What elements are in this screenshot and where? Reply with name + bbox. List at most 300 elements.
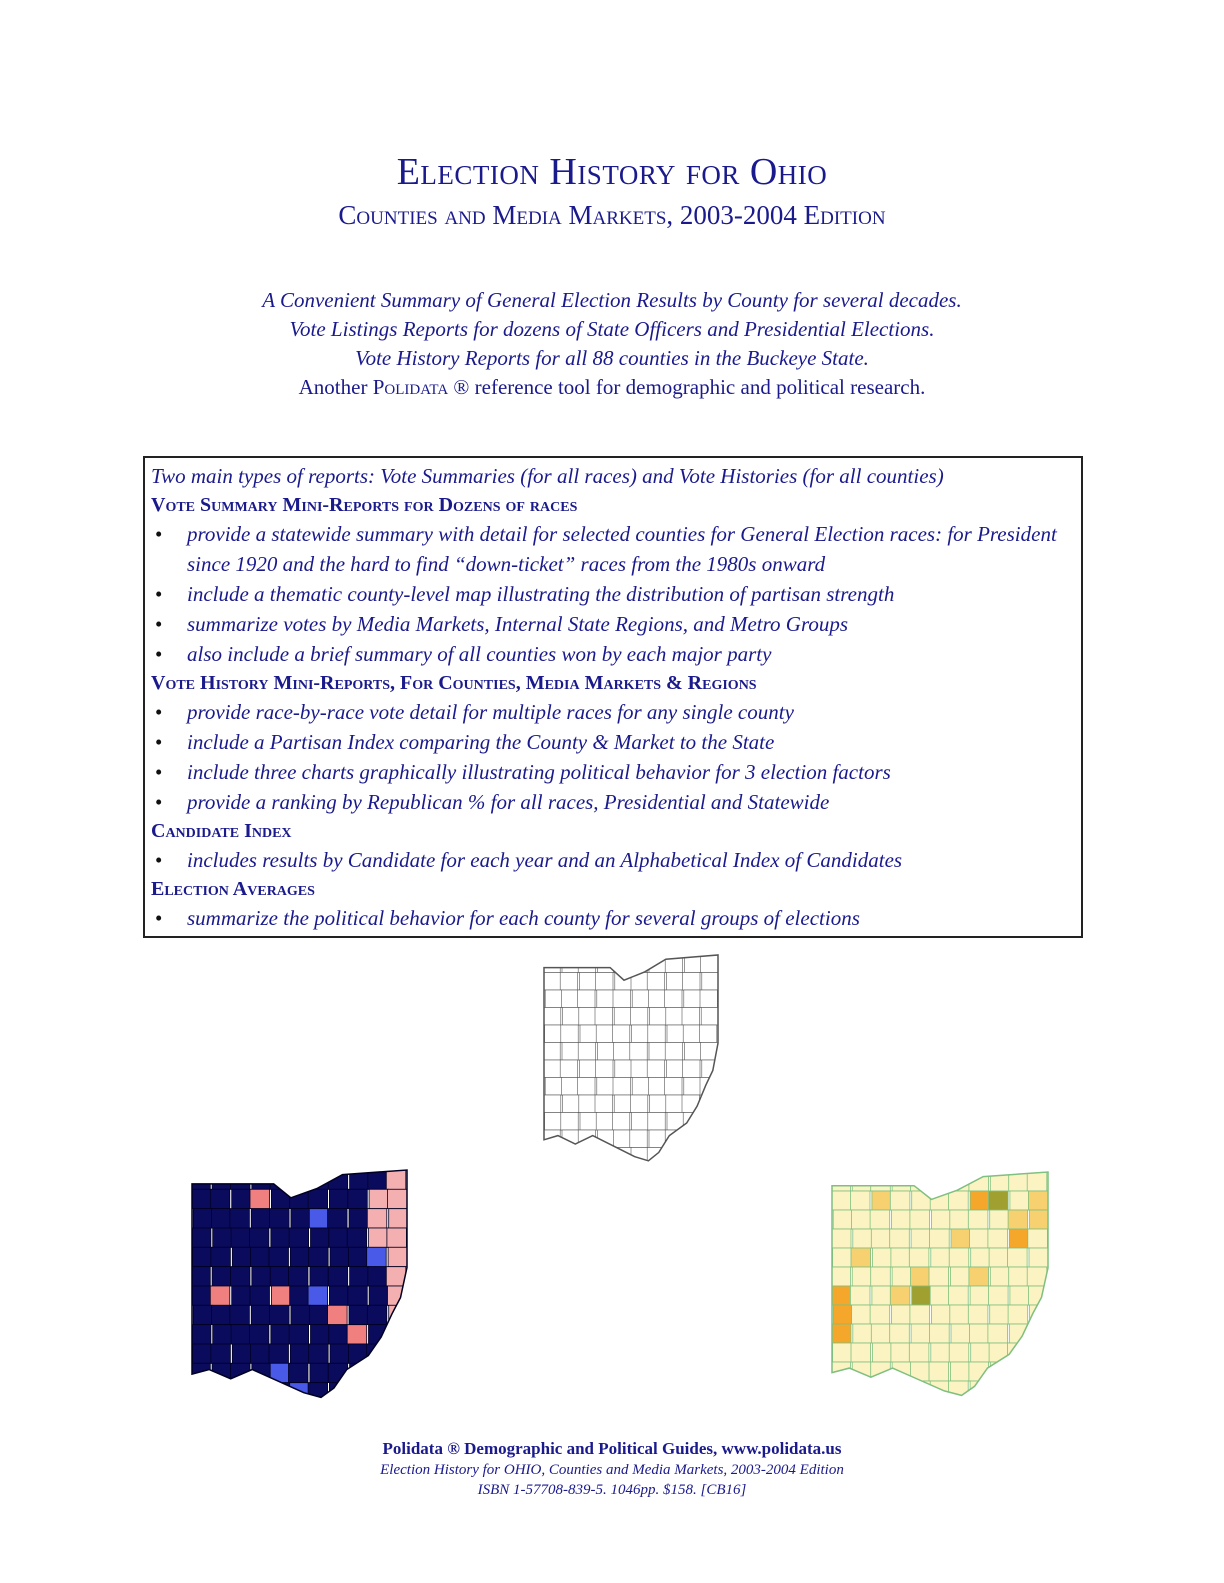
- county-shape: [831, 1267, 851, 1286]
- county-shape: [951, 1324, 971, 1343]
- county-shape: [545, 990, 562, 1008]
- bullet-icon: •: [155, 642, 163, 666]
- intro-line-4-suffix: reference tool for demographic and political research.: [474, 375, 926, 399]
- county-shape: [833, 1343, 853, 1362]
- county-shape: [250, 1383, 270, 1402]
- county-shape: [310, 1363, 330, 1382]
- county-shape: [578, 1078, 595, 1096]
- footer-edition: Election History for OHIO, Counties and Media Markets, 2003-2004 Edition: [380, 1462, 844, 1478]
- county-shape: [891, 1248, 911, 1267]
- county-shape: [911, 1324, 931, 1343]
- county-shape: [212, 1209, 232, 1228]
- county-shape: [648, 1078, 665, 1096]
- county-shape: [890, 1324, 910, 1343]
- county-shape: [545, 1025, 562, 1043]
- county-shape: [649, 1043, 666, 1061]
- county-shape: [349, 1209, 369, 1228]
- county-shape: [931, 1210, 951, 1229]
- county-shape: [648, 990, 665, 1008]
- county-shape: [912, 1191, 932, 1210]
- county-shape: [270, 1209, 290, 1228]
- county-shape: [309, 1209, 329, 1228]
- county-shape: [699, 1025, 716, 1043]
- county-shape: [683, 1025, 700, 1043]
- county-shape: [387, 1228, 407, 1247]
- county-shape: [911, 1172, 931, 1191]
- county-shape: [870, 1305, 890, 1324]
- county-shape: [232, 1344, 252, 1363]
- county-shape: [1009, 1229, 1029, 1248]
- county-shape: [892, 1210, 912, 1229]
- list-item-text: provide a statewide summary with detail for selected counties for General Election races: for President since 1920 and the hard to find “down-ticket” races from the 1980s onward: [187, 522, 1057, 576]
- county-shape: [596, 973, 613, 991]
- county-shape: [648, 1025, 665, 1043]
- county-shape: [595, 1095, 612, 1113]
- county-shape: [232, 1286, 252, 1305]
- county-shape: [666, 1008, 683, 1026]
- bullet-icon: •: [155, 848, 163, 872]
- county-shape: [701, 1008, 718, 1026]
- county-shape: [929, 1267, 949, 1286]
- county-shape: [931, 1248, 951, 1267]
- county-shape: [232, 1189, 252, 1208]
- section-heading: Vote Summary Mini-Reports for Dozens of races: [151, 494, 578, 516]
- county-shape: [930, 1286, 950, 1305]
- county-shape: [192, 1383, 212, 1402]
- intro-line-4-prefix: Another: [298, 375, 368, 399]
- county-shape: [1010, 1381, 1030, 1400]
- county-shape: [630, 1130, 647, 1148]
- county-shape: [251, 1247, 271, 1266]
- county-shape: [193, 1209, 213, 1228]
- footer: [0, 1438, 1224, 1500]
- county-shape: [309, 1305, 329, 1324]
- county-shape: [290, 1247, 310, 1266]
- county-shape: [630, 1043, 647, 1061]
- county-shape: [684, 1130, 701, 1148]
- county-shape: [191, 1363, 211, 1382]
- county-shape: [968, 1305, 988, 1324]
- county-shape: [970, 1381, 990, 1400]
- county-shape: [210, 1189, 230, 1208]
- county-shape: [891, 1343, 911, 1362]
- county-shape: [890, 1229, 910, 1248]
- county-shape: [833, 1248, 853, 1267]
- county-shape: [968, 1210, 988, 1229]
- county-shape: [308, 1189, 328, 1208]
- county-shape: [989, 1286, 1009, 1305]
- county-shape: [369, 1228, 389, 1247]
- county-shape: [232, 1383, 252, 1402]
- county-shape: [347, 1325, 367, 1344]
- county-shape: [270, 1170, 290, 1189]
- county-shape: [289, 1325, 309, 1344]
- county-shape: [329, 1325, 349, 1344]
- county-shape: [545, 1078, 562, 1096]
- county-shape: [579, 1060, 596, 1078]
- county-shape: [328, 1170, 348, 1189]
- county-shape: [1027, 1362, 1047, 1381]
- county-shape: [667, 1025, 684, 1043]
- county-shape: [614, 1043, 631, 1061]
- county-shape: [213, 1325, 233, 1344]
- county-shape: [850, 1381, 870, 1400]
- county-shape: [871, 1324, 891, 1343]
- county-shape: [970, 1286, 990, 1305]
- county-shape: [1009, 1267, 1029, 1286]
- county-shape: [684, 1078, 701, 1096]
- box-lead: Two main types of reports: Vote Summaries (for all races) and Vote Histories (for all counties): [151, 464, 944, 488]
- county-shape: [650, 1008, 667, 1026]
- county-shape: [580, 1025, 597, 1043]
- county-shape: [683, 1060, 700, 1078]
- county-shape: [950, 1210, 970, 1229]
- county-shape: [833, 1305, 853, 1324]
- list-item-text: also include a brief summary of all counties won by each major party: [187, 642, 772, 666]
- county-shape: [850, 1191, 870, 1210]
- county-shape: [666, 1060, 683, 1078]
- county-shape: [613, 990, 630, 1008]
- county-shape: [310, 1267, 330, 1286]
- county-shape: [329, 1189, 349, 1208]
- county-shape: [597, 990, 614, 1008]
- county-shape: [271, 1325, 291, 1344]
- county-shape: [1008, 1248, 1028, 1267]
- county-shape: [388, 1247, 408, 1266]
- county-shape: [251, 1305, 271, 1324]
- county-shape: [613, 1078, 630, 1096]
- county-shape: [289, 1228, 309, 1247]
- county-shape: [250, 1189, 270, 1208]
- county-shape: [232, 1247, 252, 1266]
- county-shape: [250, 1286, 270, 1305]
- county-shape: [192, 1286, 212, 1305]
- county-shape: [852, 1362, 872, 1381]
- county-shape: [369, 1383, 389, 1402]
- county-shape: [271, 1228, 291, 1247]
- county-shape: [949, 1286, 969, 1305]
- county-shape: [231, 1267, 251, 1286]
- county-shape: [969, 1267, 989, 1286]
- county-shape: [579, 1148, 596, 1166]
- list-item-text: include three charts graphically illustrating political behavior for 3 election factors: [187, 760, 891, 784]
- county-shape: [596, 1148, 613, 1166]
- county-shape: [231, 1325, 251, 1344]
- county-shape: [612, 1025, 629, 1043]
- county-shape: [191, 1267, 211, 1286]
- county-shape: [369, 1189, 389, 1208]
- county-shape: [870, 1210, 890, 1229]
- county-shape: [988, 1229, 1008, 1248]
- bullet-icon: •: [155, 612, 163, 636]
- list-item-text: includes results by Candidate for each year and an Alphabetical Index of Candidates: [187, 848, 903, 872]
- county-shape: [852, 1267, 872, 1286]
- county-shape: [969, 1172, 989, 1191]
- county-shape: [290, 1344, 310, 1363]
- county-shape: [328, 1305, 348, 1324]
- section-heading: Candidate Index: [151, 820, 292, 842]
- county-shape: [328, 1209, 348, 1228]
- county-shape: [892, 1172, 912, 1191]
- section-heading: Vote History Mini-Reports, For Counties, Media Markets & Regions: [151, 672, 757, 694]
- county-shape: [666, 1095, 683, 1113]
- county-shape: [560, 973, 577, 991]
- county-shape: [970, 1229, 990, 1248]
- bullet-icon: •: [155, 582, 163, 606]
- county-shape: [329, 1228, 349, 1247]
- county-shape: [988, 1324, 1008, 1343]
- county-shape: [388, 1344, 408, 1363]
- intro-line-3: Vote History Reports for all 88 counties in the Buckeye State.: [355, 346, 869, 370]
- county-shape: [871, 1267, 891, 1286]
- intro-line-2: Vote Listings Reports for dozens of State Officers and Presidential Elections.: [289, 317, 935, 341]
- list-item-text: summarize votes by Media Markets, Internal State Regions, and Metro Groups: [187, 612, 849, 636]
- county-shape: [683, 973, 700, 991]
- bullet-icon: •: [155, 730, 163, 754]
- county-shape: [580, 1113, 597, 1131]
- county-shape: [388, 1383, 408, 1402]
- county-shape: [872, 1286, 892, 1305]
- county-shape: [1027, 1172, 1047, 1191]
- county-shape: [193, 1305, 213, 1324]
- county-shape: [989, 1381, 1009, 1400]
- county-shape: [329, 1286, 349, 1305]
- county-shape: [562, 1043, 579, 1061]
- county-shape: [311, 1325, 331, 1344]
- county-shape: [387, 1325, 407, 1344]
- county-shape: [543, 1095, 560, 1113]
- ohio-partisan-map: [191, 1170, 408, 1402]
- county-shape: [269, 1344, 289, 1363]
- footer-isbn: ISBN 1-57708-839-5. 1046pp. $158. [CB16]: [477, 1482, 747, 1498]
- county-shape: [309, 1344, 329, 1363]
- county-shape: [682, 1008, 699, 1026]
- county-shape: [831, 1172, 851, 1191]
- county-shape: [831, 1324, 851, 1343]
- county-shape: [833, 1210, 853, 1229]
- county-shape: [1010, 1191, 1030, 1210]
- county-shape: [348, 1247, 368, 1266]
- county-shape: [631, 1060, 648, 1078]
- county-shape: [892, 1305, 912, 1324]
- page-subtitle: Counties and Media Markets, 2003-2004 Edition: [338, 200, 886, 230]
- ohio-outline-map: [543, 955, 719, 1165]
- county-shape: [252, 1170, 271, 1189]
- county-shape: [989, 1191, 1009, 1210]
- county-shape: [579, 1008, 596, 1026]
- county-shape: [308, 1383, 328, 1402]
- county-shape: [191, 1325, 211, 1344]
- county-shape: [192, 1189, 212, 1208]
- county-shape: [1030, 1210, 1050, 1229]
- county-shape: [990, 1210, 1010, 1229]
- county-shape: [289, 1170, 309, 1189]
- county-shape: [831, 1229, 851, 1248]
- county-shape: [252, 1267, 271, 1286]
- county-shape: [832, 1191, 852, 1210]
- county-shape: [191, 1170, 211, 1189]
- county-shape: [614, 1008, 631, 1026]
- county-shape: [211, 1344, 231, 1363]
- county-shape: [910, 1210, 930, 1229]
- bullet-icon: •: [155, 760, 163, 784]
- county-shape: [990, 1267, 1010, 1286]
- county-shape: [543, 1043, 560, 1061]
- county-shape: [561, 1078, 578, 1096]
- county-shape: [851, 1343, 871, 1362]
- county-shape: [270, 1267, 290, 1286]
- county-shape: [230, 1209, 250, 1228]
- county-shape: [930, 1381, 950, 1400]
- county-shape: [270, 1305, 290, 1324]
- county-shape: [368, 1363, 388, 1382]
- county-shape: [212, 1363, 232, 1382]
- county-shape: [950, 1362, 970, 1381]
- bullet-icon: •: [155, 906, 163, 930]
- county-shape: [890, 1286, 910, 1305]
- county-shape: [665, 1043, 682, 1061]
- county-shape: [930, 1229, 950, 1248]
- county-shape: [1028, 1324, 1048, 1343]
- county-shape: [648, 1113, 665, 1131]
- county-shape: [852, 1172, 872, 1191]
- county-shape: [289, 1363, 309, 1382]
- county-shape: [350, 1267, 370, 1286]
- county-shape: [211, 1247, 231, 1266]
- county-shape: [210, 1286, 230, 1305]
- county-shape: [909, 1248, 929, 1267]
- county-shape: [949, 1381, 969, 1400]
- county-shape: [231, 1228, 251, 1247]
- county-shape: [931, 1305, 951, 1324]
- county-shape: [851, 1248, 871, 1267]
- county-shape: [1009, 1362, 1029, 1381]
- county-shape: [311, 1228, 331, 1247]
- county-shape: [911, 1229, 931, 1248]
- county-shape: [561, 990, 578, 1008]
- county-shape: [330, 1344, 350, 1363]
- county-shape: [579, 973, 596, 991]
- county-shape: [1029, 1343, 1049, 1362]
- county-shape: [193, 1344, 213, 1363]
- county-shape: [702, 1148, 719, 1166]
- county-shape: [561, 1113, 578, 1131]
- footer-publisher: Polidata ® Demographic and Political Guides, www.polidata.us: [382, 1439, 842, 1458]
- county-shape: [595, 1008, 612, 1026]
- county-shape: [614, 955, 631, 973]
- county-shape: [930, 1324, 950, 1343]
- bullet-icon: •: [155, 790, 163, 814]
- county-shape: [650, 1095, 667, 1113]
- county-shape: [386, 1170, 406, 1189]
- county-shape: [562, 955, 579, 973]
- intro-line-1: A Convenient Summary of General Election Results by County for several decades.: [262, 288, 962, 312]
- county-shape: [684, 990, 701, 1008]
- county-shape: [684, 1043, 701, 1061]
- county-shape: [389, 1209, 409, 1228]
- county-shape: [853, 1229, 873, 1248]
- county-shape: [271, 1189, 291, 1208]
- page-title: Election History for Ohio: [396, 151, 828, 193]
- county-shape: [892, 1267, 912, 1286]
- county-shape: [951, 1229, 971, 1248]
- county-shape: [950, 1267, 970, 1286]
- county-shape: [560, 1060, 577, 1078]
- county-shape: [665, 1078, 682, 1096]
- county-shape: [386, 1363, 406, 1382]
- county-shape: [231, 1363, 251, 1382]
- county-shape: [543, 955, 560, 973]
- county-shape: [368, 1267, 388, 1286]
- county-shape: [369, 1286, 389, 1305]
- county-shape: [699, 1113, 716, 1131]
- county-shape: [1027, 1267, 1047, 1286]
- county-shape: [911, 1267, 931, 1286]
- county-shape: [560, 1148, 577, 1166]
- county-shape: [682, 1095, 699, 1113]
- county-shape: [1028, 1191, 1048, 1210]
- county-shape: [544, 1148, 561, 1166]
- county-shape: [348, 1344, 368, 1363]
- county-shape: [872, 1191, 892, 1210]
- county-shape: [871, 1362, 891, 1381]
- county-shape: [890, 1381, 910, 1400]
- county-shape: [630, 1008, 647, 1026]
- county-shape: [349, 1305, 369, 1324]
- county-shape: [971, 1343, 991, 1362]
- county-shape: [193, 1247, 213, 1266]
- county-shape: [949, 1248, 969, 1267]
- county-shape: [950, 1305, 970, 1324]
- list-item-text: provide race-by-race vote detail for multiple races for any single county: [187, 700, 794, 724]
- county-shape: [347, 1228, 367, 1247]
- county-shape: [249, 1228, 269, 1247]
- county-shape: [388, 1189, 408, 1208]
- county-shape: [832, 1286, 852, 1305]
- county-shape: [989, 1343, 1009, 1362]
- county-shape: [871, 1229, 891, 1248]
- county-shape: [909, 1343, 929, 1362]
- county-shape: [615, 1148, 632, 1166]
- county-shape: [970, 1191, 990, 1210]
- ohio-thematic-map: [831, 1172, 1049, 1400]
- county-shape: [647, 1148, 664, 1166]
- county-shape: [949, 1191, 969, 1210]
- county-shape: [912, 1286, 932, 1305]
- county-shape: [291, 1209, 311, 1228]
- county-shape: [1010, 1286, 1030, 1305]
- county-shape: [212, 1267, 232, 1286]
- county-shape: [1008, 1305, 1028, 1324]
- county-shape: [210, 1383, 230, 1402]
- county-shape: [632, 1025, 649, 1043]
- county-shape: [701, 1130, 718, 1148]
- county-shape: [666, 973, 683, 991]
- county-shape: [647, 973, 664, 991]
- county-shape: [578, 1043, 595, 1061]
- list-item-text: summarize the political behavior for each county for several groups of elections: [187, 906, 860, 930]
- county-shape: [612, 1113, 629, 1131]
- county-shape: [990, 1305, 1010, 1324]
- bullet-icon: •: [155, 700, 163, 724]
- county-shape: [596, 1060, 613, 1078]
- county-shape: [249, 1325, 269, 1344]
- county-shape: [632, 1078, 649, 1096]
- county-shape: [544, 1060, 561, 1078]
- county-shape: [543, 1008, 560, 1026]
- county-shape: [832, 1381, 852, 1400]
- county-shape: [1008, 1210, 1028, 1229]
